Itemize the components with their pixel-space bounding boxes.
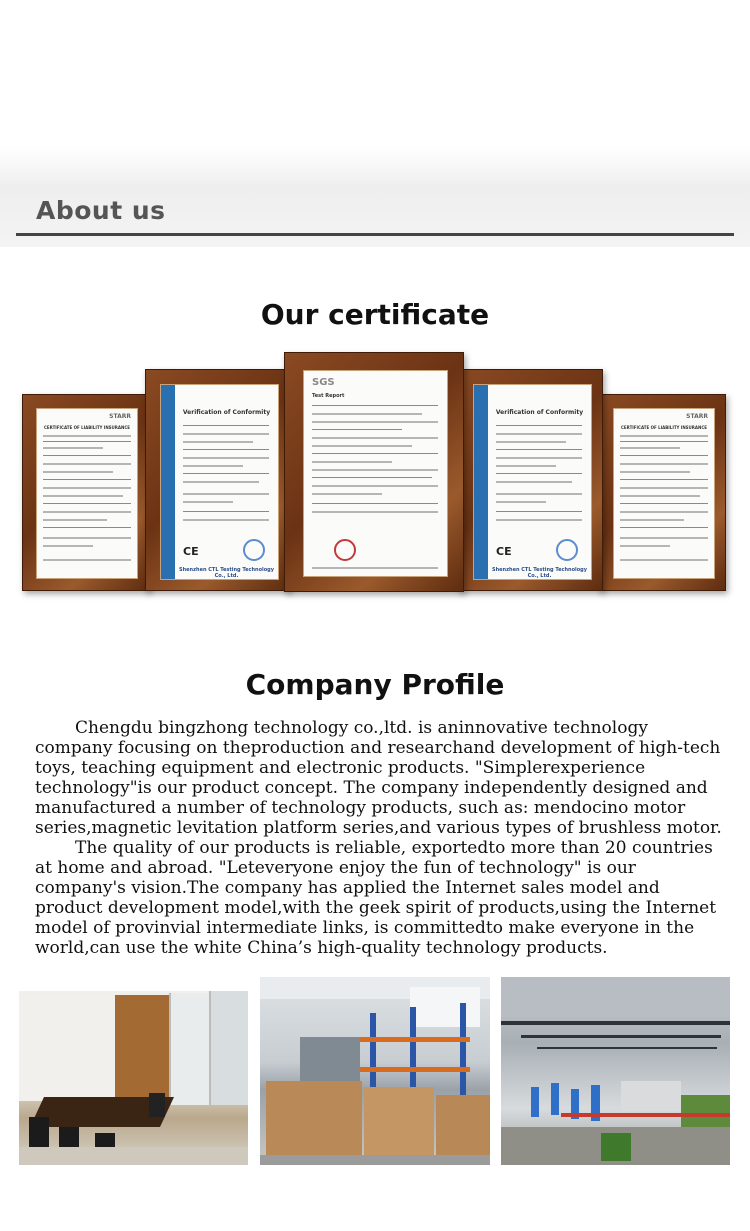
certificate-paper [473,384,592,580]
certificate-footer: Shenzhen CTL Testing Technology Co., Ltd. [178,567,275,579]
ce-mark-icon: CE [496,545,512,558]
warehouse-photo [260,977,490,1165]
company-profile-text [35,718,725,958]
certificate-title: Test Report [312,393,345,399]
certificate-heading: Our certificate [260,298,490,331]
ctl-seal-icon [556,539,578,561]
starr-logo: STARR [109,413,131,420]
about-divider [16,233,734,236]
certificate-paper [303,370,448,577]
certificate-frame-5[interactable] [598,394,726,591]
certificate-frame-3[interactable] [284,352,464,592]
sgs-logo: SGS [312,377,335,388]
certificate-paper [160,384,279,580]
factory-floor-photo [501,977,730,1165]
certificate-frame-1[interactable] [22,394,150,591]
sgs-stamp-icon [334,539,356,561]
certificate-title: CERTIFICATE OF LIABILITY INSURANCE [44,425,130,430]
profile-paragraph-2: The quality of our products is reliable, exportedto more than 20 countries at home and abroad. "Leteveryone enjoy the fun of technology" is our company's vision.The company has applied the Internet sales model and product development model,with the geek spirit of products,using the Internet model of provinvial intermediate links, is committedto make everyone in the world,can use the white China’s high-quality technology products. [35,838,717,958]
company-profile-heading: Company Profile [245,668,505,701]
ce-mark-icon: CE [183,545,199,558]
profile-paragraph-1: Chengdu bingzhong technology co.,ltd. is aninnovative technology company focusing on theproduction and researchand development of high-tech toys, teaching equipment and electronic products. "Simplerexperience technology"is our product concept. The company independently designed and manufactured a number of technology products, such as: mendocino motor series,magnetic levitation platform series,and various types of brushless motor. [35,718,722,838]
certificate-side-stripe [474,385,488,579]
certificate-side-stripe [161,385,175,579]
about-title: About us [36,196,166,225]
ctl-seal-icon [243,539,265,561]
certificate-title: Verification of Conformity [182,409,271,416]
certificate-footer: Shenzhen CTL Testing Technology Co., Ltd. [491,567,588,579]
conference-room-photo [19,977,248,1165]
certificate-paper [36,408,138,579]
certificate-title: CERTIFICATE OF LIABILITY INSURANCE [621,425,707,430]
certificate-frame-2[interactable] [145,369,290,591]
certificate-title: Verification of Conformity [495,409,584,416]
starr-logo: STARR [686,413,708,420]
certificate-paper [613,408,715,579]
certificate-frame-4[interactable] [458,369,603,591]
